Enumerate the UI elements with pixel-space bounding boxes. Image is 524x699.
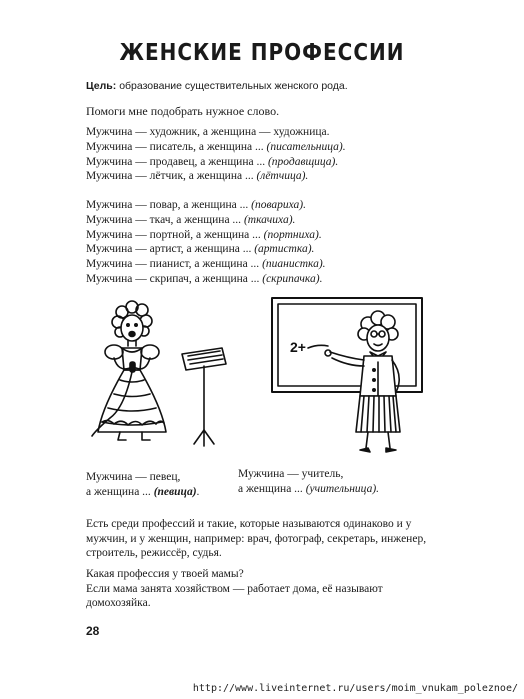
question-line: Какая профессия у твоей мамы? <box>86 568 244 580</box>
lead-instruction: Помоги мне подобрать нужное слово. <box>86 104 280 118</box>
teacher-illustration <box>268 296 428 458</box>
exercise-group-1 <box>86 125 346 184</box>
exercise-line: Мужчина — писатель, а женщина ... (писательница). <box>86 140 346 153</box>
board-text: 2+ <box>290 339 306 355</box>
exercise-line: Мужчина — лётчик, а женщина ... (лётчица). <box>86 170 309 183</box>
exercise-line: Мужчина — пианист, а женщина ... (пианистка). <box>86 258 326 271</box>
exercise-line: Мужчина — портной, а женщина ... (портниха). <box>86 228 322 241</box>
exercise-group-2 <box>86 198 326 287</box>
page-title: ЖЕНСКИЕ ПРОФЕССИИ <box>119 38 405 66</box>
answer-line: Если мама занята хозяйством — работает дома, её называют домохозяйка. <box>86 582 383 610</box>
exercise-line: Мужчина — скрипач, а женщина ... (скрипачка). <box>86 272 323 285</box>
exercise-line: Мужчина — художник, а женщина — художница. <box>86 126 330 138</box>
exercise-line: Мужчина — артист, а женщина ... (артистка). <box>86 243 315 256</box>
goal-text: образование существительных женского рода. <box>119 80 348 92</box>
page-number: 28 <box>86 624 100 638</box>
exercise-line: Мужчина — ткач, а женщина ... (ткачиха). <box>86 213 296 226</box>
goal-line <box>86 80 426 92</box>
exercise-line: Мужчина — продавец, а женщина ... (продавщица). <box>86 155 339 168</box>
singer-illustration <box>84 298 240 450</box>
caption-singer: Мужчина — певец, а женщина ... (певица). <box>86 471 200 498</box>
exercise-line: Мужчина — повар, а женщина ... (повариха). <box>86 199 307 211</box>
paragraph-same-names: Есть среди профессий и такие, которые называются одинаково и у мужчин, и у женщин, например: врач, фотограф, секретарь, инженер, строитель, режиссёр, судья. <box>86 518 427 560</box>
goal-label: Цель: <box>86 80 117 92</box>
footer-url[interactable]: http://www.liveinternet.ru/users/moim_vnukam_poleznoe/ <box>192 683 518 694</box>
caption-teacher: Мужчина — учитель, а женщина ... (учительница). <box>238 468 380 495</box>
paragraph-mother <box>86 567 448 611</box>
music-stand <box>182 348 226 446</box>
